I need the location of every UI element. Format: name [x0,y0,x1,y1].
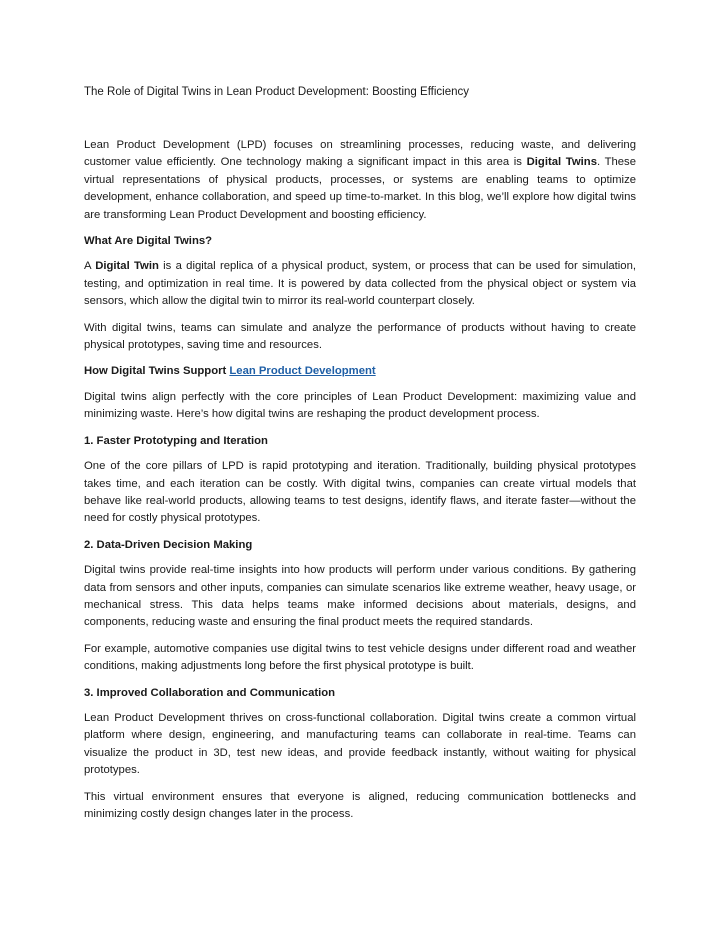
what-paragraph-1 [84,258,636,310]
what-paragraph-2: With digital twins, teams can simulate and analyze the performance of products without having to create physical prototypes, saving time and resources. [84,321,636,352]
lean-product-development-link[interactable]: Lean Product Development [229,365,376,378]
collaboration-paragraph-2: This virtual environment ensures that everyone is aligned, reducing communication bottlenecks and minimizing costly design changes later in the process. [84,790,636,820]
collaboration-paragraph-1: Lean Product Development thrives on cross-functional collaboration. Digital twins create a common virtual platform where design, engineering, and manufacturing teams can collaborate in real-time. Teams can visualize the product in 3D, test new ideas, and provide feedback instantly, without waiting for physical prototypes. [84,711,636,777]
what-p1-bold-term: Digital Twin [95,260,159,273]
data-driven-paragraph-2: For example, automotive companies use digital twins to test vehicle designs under different road and weather conditions, making adjustments long before the first physical prototype is built. [84,642,636,673]
document-page [84,84,636,832]
heading-data-driven-decision: 2. Data-Driven Decision Making [84,538,253,551]
heading-improved-collaboration: 3. Improved Collaboration and Communication [84,686,336,699]
data-driven-paragraph-1: Digital twins provide real-time insights into how products will perform under various conditions. By gathering data from sensors and other inputs, companies can simulate scenarios like extreme weather, heavy usage, or mechanical stress. This data helps teams make informed decisions about materials, designs, and components, reducing waste and ensuring the final product meets the required standards. [84,564,636,629]
how-heading-prefix: How Digital Twins Support [84,365,230,378]
heading-what-are-digital-twins: What Are Digital Twins? [84,235,213,248]
how-paragraph-1: Digital twins align perfectly with the core principles of Lean Product Development: maximizing value and minimizing waste. Here’s how digital twins are reshaping the product development process. [84,390,636,421]
intro-paragraph [84,137,636,224]
intro-text-2: . These virtual representations of physical products, processes, or systems are enabling teams to optimize development, enhance collaboration, and speed up time-to-market. In this blog, we’ll explore how digital twins are transforming Lean Product Development and boosting efficiency. [84,156,636,221]
heading-how-digital-twins-support [84,363,636,380]
what-p1-text-1: A [84,260,96,273]
what-p1-text-2: is a digital replica of a physical product, system, or process that can be used for simulation, testing, and optimization in real time. It is powered by data collected from the physical object or system via sensors, which allow the digital twin to mirror its real-world counterpart closely. [84,260,636,308]
document-title: The Role of Digital Twins in Lean Product Development: Boosting Efficiency [84,86,470,98]
intro-text-1: Lean Product Development (LPD) focuses on streamlining processes, reducing waste, and delivering customer value efficiently. One technology making a significant impact in this area is [84,139,636,169]
intro-bold-term: Digital Twins [526,156,597,169]
heading-faster-prototyping: 1. Faster Prototyping and Iteration [84,434,268,447]
faster-prototyping-paragraph: One of the core pillars of LPD is rapid prototyping and iteration. Traditionally, building physical prototypes takes time, and each iteration can be costly. With digital twins, companies can create virtual models that behave like real-world products, allowing teams to test designs, identify flaws, and iterate faster—without the need for costly physical prototypes. [84,460,636,525]
